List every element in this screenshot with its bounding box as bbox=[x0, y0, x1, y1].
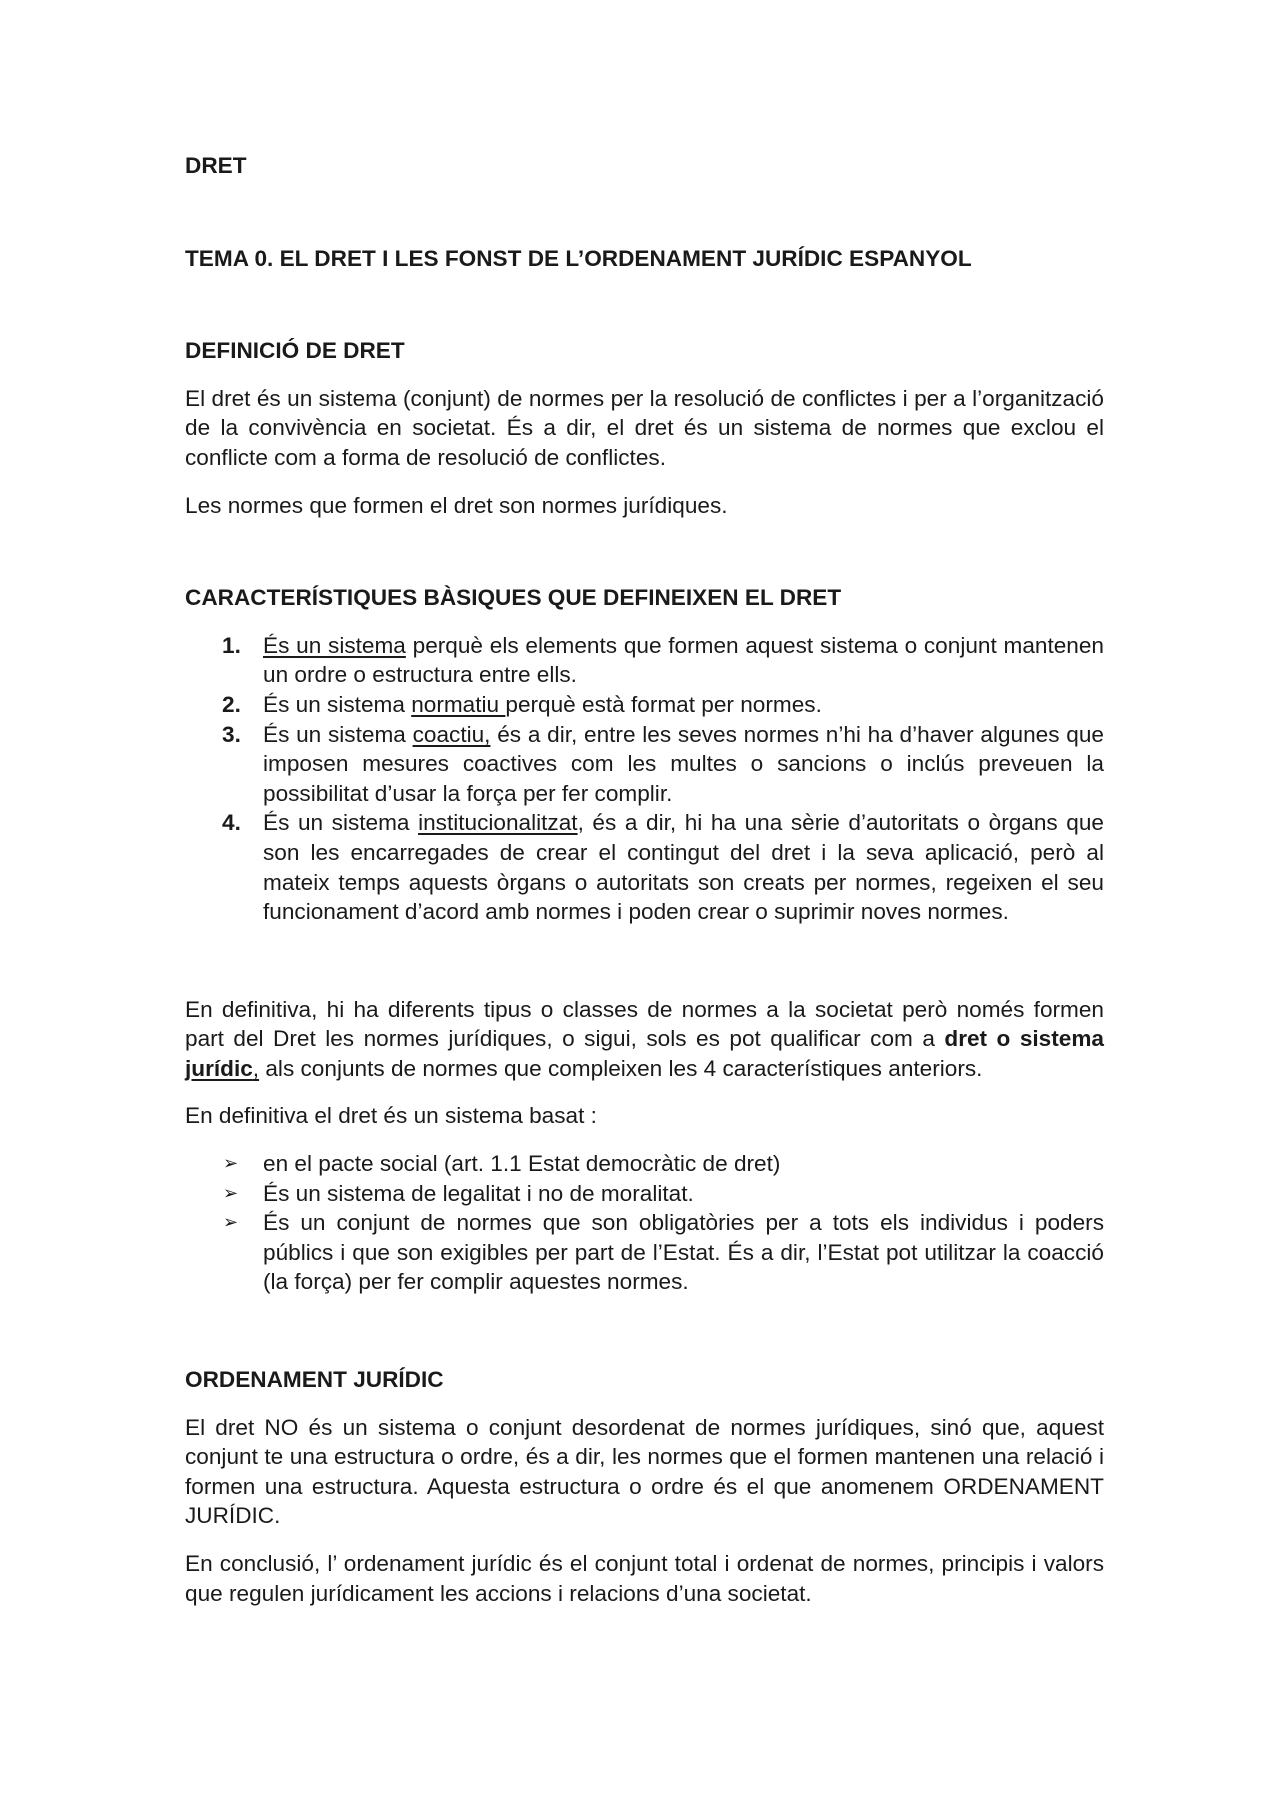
item-text: perquè està format per normes. bbox=[505, 691, 822, 717]
list-item bbox=[185, 631, 1104, 690]
section-heading-caracteristiques: CARACTERÍSTIQUES BÀSIQUES QUE DEFINEIXEN EL DRET bbox=[185, 585, 842, 611]
list-item bbox=[185, 720, 1104, 809]
list-item bbox=[185, 1208, 1104, 1297]
list-item bbox=[185, 1149, 1104, 1179]
list-number: 3. bbox=[222, 721, 241, 747]
list-number: 2. bbox=[222, 691, 241, 717]
section-heading-definicio: DEFINICIÓ DE DRET bbox=[185, 338, 405, 364]
item-term: És un sistema bbox=[263, 632, 406, 658]
item-text: perquè els elements que formen aquest sistema o conjunt mantenen un ordre o estructura entre ells. bbox=[263, 632, 1104, 688]
conclusio-bold-text: dret o sistema bbox=[944, 1026, 1104, 1052]
list-item bbox=[185, 808, 1104, 926]
list-item bbox=[185, 1179, 1104, 1209]
item-lead: És un sistema bbox=[263, 721, 413, 747]
list-item bbox=[185, 690, 1104, 720]
bullet-text: en el pacte social (art. 1.1 Estat democràtic de dret) bbox=[263, 1151, 781, 1177]
item-text: és a dir, entre les seves normes n’hi ha d’haver algunes que imposen mesures coactives com les multes o sancions o inclús preveuen la possibilitat d’usar la força per fer complir. bbox=[263, 721, 1104, 806]
arrow-bullet-icon: ➢ bbox=[223, 1182, 239, 1203]
conclusio-bold-underlined-text: jurídic bbox=[185, 1055, 253, 1081]
item-term: normatiu bbox=[411, 691, 506, 717]
definicio-paragraph-1: El dret és un sistema (conjunt) de normes per la resolució de conflictes i per a l’organització de la convivència en societat. És a dir, el dret és un sistema de normes que exclou el conflicte com a forma de resolució de conflictes. bbox=[185, 385, 1104, 470]
conclusio-text-end: als conjunts de normes que compleixen les 4 característiques anteriors. bbox=[259, 1055, 983, 1081]
conclusio-text: En definitiva, hi ha diferents tipus o classes de normes a la societat però només formen part del Dret les normes jurídiques, o sigui, sols es pot qualificar com a bbox=[185, 996, 1104, 1052]
characteristics-list bbox=[185, 631, 1104, 927]
section-heading-ordenament: ORDENAMENT JURÍDIC bbox=[185, 1367, 444, 1393]
conclusio-paragraph-1 bbox=[185, 995, 1104, 1084]
ordenament-paragraph-1: El dret NO és un sistema o conjunt desordenat de normes jurídiques, sinó que, aquest conjunt te una estructura o ordre, és a dir, les normes que el formen mantenen una relació i formen una estructura. Aquesta estructura o ordre és el que anomenem ORDENAMENT JURÍDIC. bbox=[185, 1414, 1104, 1529]
item-lead: És un sistema bbox=[263, 691, 412, 717]
arrow-bullet-icon: ➢ bbox=[223, 1153, 239, 1174]
conclusio-underlined-comma: , bbox=[252, 1055, 260, 1081]
ordenament-paragraph-2: En conclusió, l’ ordenament jurídic és el conjunt total i ordenat de normes, principis i valors que regulen jurídicament les accions i relacions d’una societat. bbox=[185, 1551, 1104, 1606]
definicio-paragraph-2: Les normes que formen el dret son normes jurídiques. bbox=[185, 492, 728, 518]
document-title: DRET bbox=[185, 153, 247, 178]
list-number: 1. bbox=[222, 632, 241, 658]
bullet-text: És un sistema de legalitat i no de moralitat. bbox=[263, 1180, 694, 1206]
topic-title: TEMA 0. EL DRET I LES FONST DE L’ORDENAMENT JURÍDIC ESPANYOL bbox=[185, 245, 972, 271]
item-text: , és a dir, hi ha una sèrie d’autoritats o òrgans que son les encarregades de crear el contingut del dret i la seva aplicació, però al mateix temps aquests òrgans o autoritats son creats per normes, regeixen el seu funcionament d’acord amb normes i poden crear o suprimir noves normes. bbox=[263, 810, 1104, 925]
arrow-bullet-icon: ➢ bbox=[223, 1212, 239, 1233]
bullet-list bbox=[185, 1149, 1104, 1297]
conclusio-paragraph-2: En definitiva el dret és un sistema basat : bbox=[185, 1103, 597, 1129]
bullet-text: És un conjunt de normes que son obligatòries per a tots els individus i poders públics i que son exigibles per part de l’Estat. És a dir, l’Estat pot utilitzar la coacció (la força) per fer complir aquestes normes. bbox=[263, 1210, 1104, 1295]
list-number: 4. bbox=[222, 810, 241, 836]
item-term: institucionalitzat bbox=[418, 810, 578, 836]
item-lead: És un sistema bbox=[263, 810, 419, 836]
document-body bbox=[185, 151, 1104, 1626]
item-term: coactiu, bbox=[412, 721, 491, 747]
